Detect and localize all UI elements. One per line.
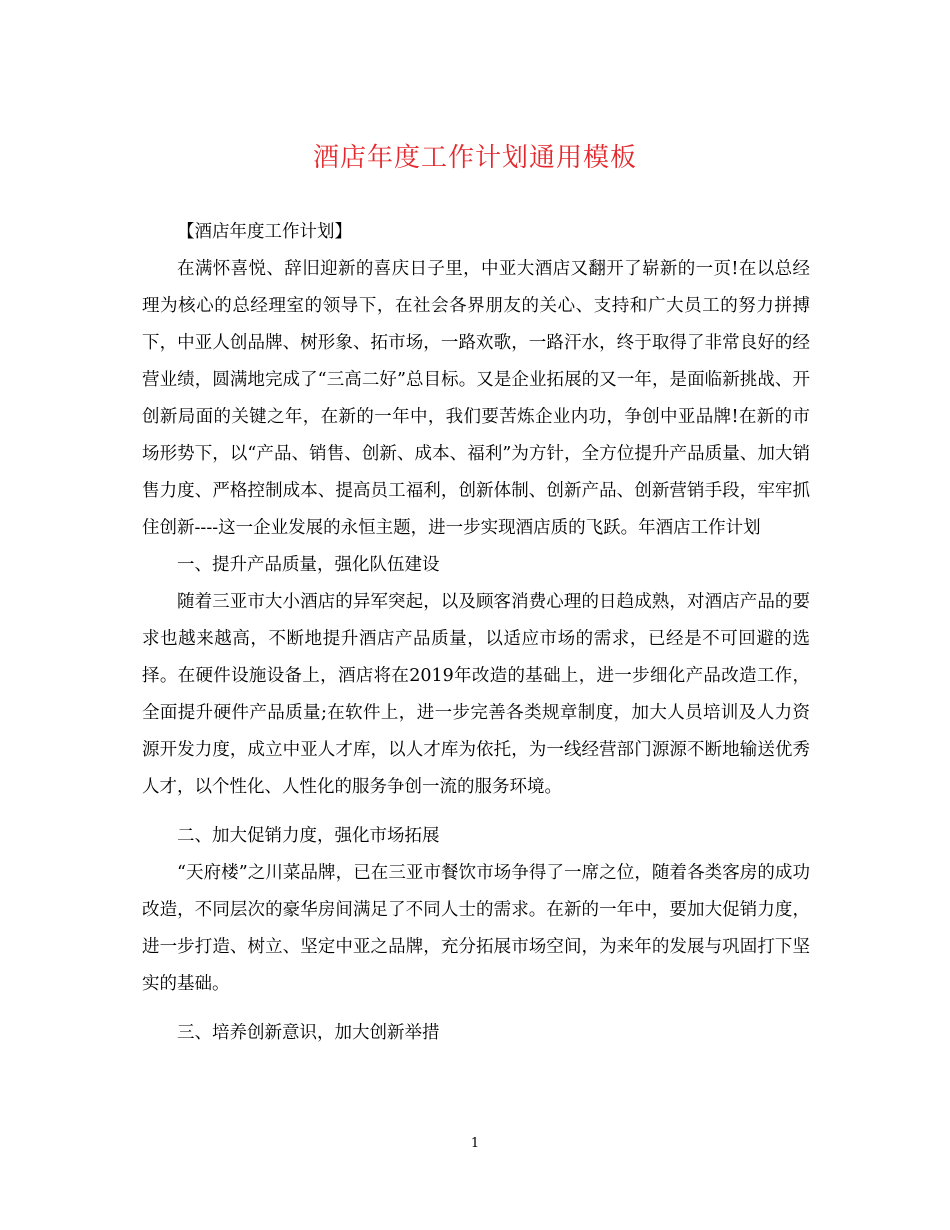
page-number: 1 [470, 1136, 480, 1151]
section-heading-2: 二、加大促销力度，强化市场拓展 [177, 826, 440, 846]
section-heading-1: 一、提升产品质量，强化队伍建设 [177, 555, 440, 575]
intro-paragraph: 在满怀喜悦、辞旧迎新的喜庆日子里，中亚大酒店又翻开了崭新的一页!在以总经理为核心的总经理室的领导下，在社会各界朋友的关心、支持和广大员工的努力拼搏下，中亚人创品牌、树形象、拓市场，一路欢歌，一路汗水，终于取得了非常良好的经营业绩，圆满地完成了“三高二好”总目标。又是企业拓展的又一年，是面临新挑战、开创新局面的关键之年，在新的一年中，我们要苦炼企业内功，争创中亚品牌!在新的市场形势下，以“产品、销售、创新、成本、福利”为方针，全方位提升产品质量、加大销售力度、严格控制成本、提高员工福利，创新体制、创新产品、创新营销手段，牢牢抓住创新----这一企业发展的永恒主题，进一步实现酒店质的飞跃。年酒店工作计划 [142, 259, 810, 538]
section-paragraph-1: 随着三亚市大小酒店的异军突起，以及顾客消费心理的日趋成熟，对酒店产品的要求也越来越高，不断地提升酒店产品质量，以适应市场的需求，已经是不可回避的选择。在硬件设施设备上，酒店将在2019年改造的基础上，进一步细化产品改造工作，全面提升硬件产品质量;在软件上，进一步完善各类规章制度，加大人员培训及人力资源开发力度，成立中亚人才库，以人才库为依托，为一线经营部门源源不断地输送优秀人才，以个性化、人性化的服务争创一流的服务环境。 [142, 592, 810, 797]
document-title: 酒店年度工作计划通用模板 [312, 143, 637, 173]
document-body [142, 214, 810, 1052]
section-heading-3: 三、培养创新意识，加大创新举措 [177, 1023, 440, 1043]
paragraph-gap [142, 1003, 810, 1015]
section-paragraph-2: “天府楼”之川菜品牌，已在三亚市餐饮市场争得了一席之位，随着各类客房的成功改造，不同层次的豪华房间满足了不同人士的需求。在新的一年中，要加大促销力度，进一步打造、树立、坚定中亚之品牌，充分拓展市场空间，为来年的发展与巩固打下坚实的基础。 [142, 863, 810, 994]
intro-label: 【酒店年度工作计划】 [177, 222, 352, 242]
paragraph-gap [142, 806, 810, 818]
